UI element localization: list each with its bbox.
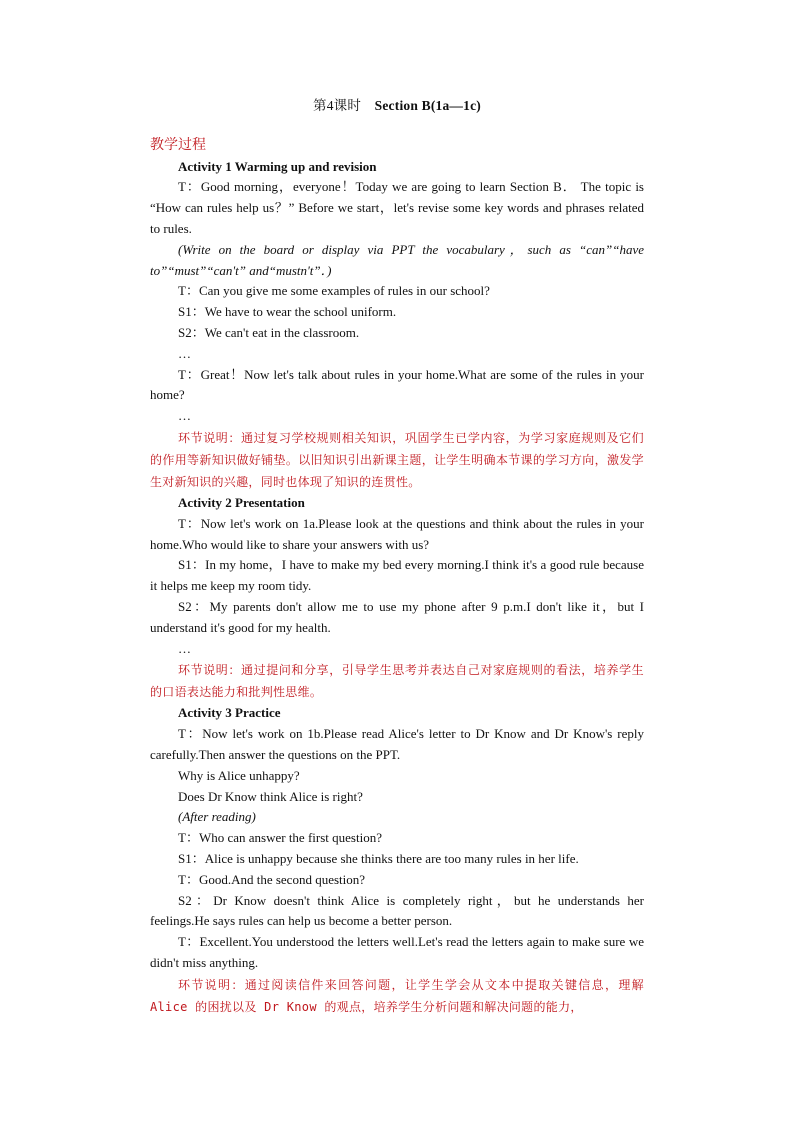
note-text: 通过提问和分享，引导学生思考并表达自己对家庭规则的看法，培养学生的口语表达能力和批判性思维。 [150, 663, 644, 700]
activity-3-line: (After reading) [178, 809, 256, 825]
activity-3-line: T：Now let's work on 1b.Please read Alice's letter to Dr Know and Dr Know's reply carefully.Then answer the questions on the PPT. [150, 726, 644, 762]
note-label: 环节说明： [178, 663, 242, 678]
activity-1-line: T：Can you give me some examples of rules in our school? [178, 283, 490, 299]
lesson-number: 第4课时 [313, 98, 362, 113]
activity-3-line: T：Good.And the second question? [178, 871, 366, 887]
activity-1-line: (Write on the board or display via PPT the vocabulary，such as “can”“have to”“must”“can't” and“mustn't”．) [150, 241, 644, 278]
activity-3-heading: Activity 3 Practice [178, 705, 281, 721]
activity-1-line: S2：We can't eat in the classroom. [178, 324, 360, 340]
activity-3-line: T：Excellent.You understood the letters well.Let's read the letters again to make sure we didn't miss anything. [150, 934, 644, 970]
activity-1-note [150, 427, 644, 493]
activity-3-line: T：Who can answer the first question? [178, 830, 382, 846]
activity-2-heading: Activity 2 Presentation [178, 494, 305, 510]
activity-2-note [150, 659, 644, 703]
activity-2-line: T：Now let's work on 1a.Please look at the questions and think about the rules in your home.Who would like to share your answers with us? [150, 515, 644, 552]
document-page [150, 96, 644, 1018]
page-title [150, 96, 644, 117]
note-label: 环节说明： [178, 977, 245, 992]
activity-3-line: Why is Alice unhappy? [178, 767, 300, 783]
activity-3-line: Does Dr Know think Alice is right? [178, 788, 363, 804]
note-text: 通过阅读信件来回答问题，让学生学会从文本中提取关键信息，理解 Alice 的困扰以及 Dr Know 的观点，培养学生分析问题和解决问题的能力， [150, 977, 644, 1014]
activity-3-line: S2：Dr Know doesn't think Alice is completely right，but he understands her feelings.He says rules can help us become a better person. [150, 892, 644, 929]
activity-1-heading: Activity 1 Warming up and revision [178, 158, 377, 174]
activity-3-note [150, 974, 644, 1018]
note-text: 通过复习学校规则相关知识，巩固学生已学内容，为学习家庭规则及它们的作用等新知识做好铺垫。以旧知识引出新课主题，让学生明确本节课的学习方向，激发学生对新知识的兴趣，同时也体现了知识的连贯性。 [150, 430, 644, 489]
activity-2-line: S2：My parents don't allow me to use my phone after 9 p.m.I don't like it，but I understand it's good for my health. [150, 598, 644, 635]
note-label: 环节说明： [178, 430, 242, 445]
activity-1-line: … [178, 345, 192, 361]
activity-1-line: S1：We have to wear the school uniform. [178, 304, 397, 320]
activity-3-line: S1：Alice is unhappy because she thinks there are too many rules in her life. [178, 850, 579, 866]
activity-1-line: T：Great！Now let's talk about rules in your home.What are some of the rules in your home? [150, 366, 644, 403]
activity-2-line: S1：In my home，I have to make my bed every morning.I think it's a good rule because it helps me keep my room tidy. [150, 557, 644, 594]
teaching-process-label: 教学过程 [150, 136, 206, 153]
activity-1-line: T：Good morning，everyone！Today we are going to learn Section B． The topic is “How can rules help us？” Before we start，let's revise some key words and phrases related to rules. [150, 179, 644, 236]
activity-1-line: … [178, 408, 192, 424]
activity-2-line: … [178, 640, 192, 656]
section-title: Section B(1a—1c) [374, 98, 481, 113]
